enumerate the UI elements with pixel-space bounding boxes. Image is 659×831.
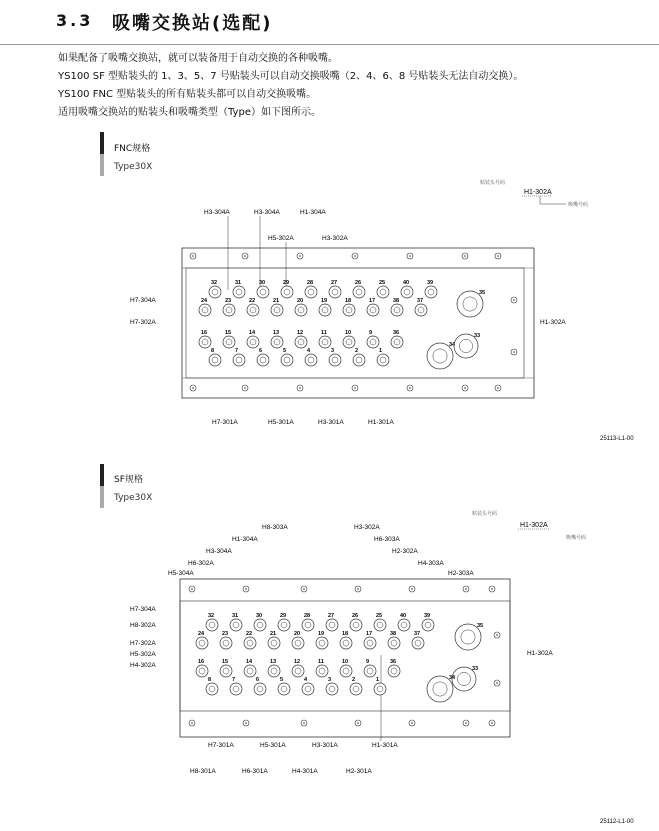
- fnc-label: H3-301A: [318, 419, 344, 426]
- nozzle-number: 39: [424, 613, 431, 619]
- nozzle-number: 24: [198, 631, 205, 637]
- nozzle-number: 38: [390, 631, 397, 637]
- nozzle-number: 12: [297, 330, 304, 336]
- nozzle-slot: [295, 336, 307, 348]
- sf-bottom-label: H6-301A: [242, 768, 268, 775]
- nozzle-number: 4: [304, 677, 308, 683]
- nozzle-slot: [278, 619, 290, 631]
- nozzle-number: 37: [414, 631, 421, 637]
- fnc-label: H3-302A: [322, 235, 348, 242]
- fnc-label: H7-302A: [130, 319, 156, 326]
- nozzle-number: 3: [328, 677, 332, 683]
- nozzle-slot: [196, 637, 208, 649]
- nozzle-number: 30: [256, 613, 263, 619]
- nozzle-slot: [353, 286, 365, 298]
- nozzle-number: 39: [427, 280, 434, 286]
- nozzle-number: 40: [403, 280, 410, 286]
- nozzle-slot: [295, 304, 307, 316]
- sf-top-label: H8-303A: [262, 524, 288, 531]
- nozzle-slot: [233, 286, 245, 298]
- nozzle-slot: [230, 683, 242, 695]
- sf-bottom-label: H3-301A: [312, 742, 338, 749]
- nozzle-slot: [350, 683, 362, 695]
- nozzle-number: 26: [352, 613, 359, 619]
- nozzle-number: 28: [307, 280, 314, 286]
- fnc-label: H5-301A: [268, 419, 294, 426]
- nozzle-slot: [340, 665, 352, 677]
- nozzle-slot: [316, 665, 328, 677]
- fnc-label: H7-301A: [212, 419, 238, 426]
- nozzle-number: 5: [280, 677, 284, 683]
- section-number: 3.3: [56, 11, 94, 30]
- sf-top-label: H2-303A: [448, 570, 474, 577]
- nozzle-number: 7: [232, 677, 236, 683]
- nozzle-number: 10: [342, 659, 349, 665]
- nozzle-number: 1: [379, 348, 383, 354]
- nozzle-slot: [343, 304, 355, 316]
- nozzle-slot: [257, 286, 269, 298]
- sf-top-label: H2-302A: [392, 548, 418, 555]
- nozzle-number: 9: [366, 659, 370, 665]
- fnc-label: H3-304A: [204, 209, 230, 216]
- nozzle-number: 20: [297, 298, 304, 304]
- nozzle-slot: [319, 304, 331, 316]
- fnc-legend-head: 贴装头号码: [480, 180, 506, 186]
- sf-bottom-label: H8-301A: [190, 768, 216, 775]
- nozzle-slot: [254, 683, 266, 695]
- nozzle-number: 38: [393, 298, 400, 304]
- nozzle-number: 7: [235, 348, 239, 354]
- nozzle-slot: [223, 336, 235, 348]
- nozzle-number: 31: [232, 613, 239, 619]
- nozzle-number: 11: [318, 659, 324, 665]
- intro-line: 如果配备了吸嘴交换站，就可以装备用于自动交换的各种吸嘴。: [58, 53, 338, 64]
- sf-top-label: H4-303A: [418, 560, 444, 567]
- nozzle-slot: [233, 354, 245, 366]
- nozzle-number: 23: [222, 631, 229, 637]
- nozzle-number: 18: [342, 631, 349, 637]
- nozzle-number: 19: [321, 298, 328, 304]
- nozzle-number: 8: [211, 348, 215, 354]
- fnc-legend-nozzle: 吸嘴号码: [568, 202, 589, 208]
- nozzle-slot: [271, 304, 283, 316]
- nozzle-slot: [329, 286, 341, 298]
- nozzle-slot: [364, 637, 376, 649]
- nozzle-slot: [305, 354, 317, 366]
- intro-line: YS100 FNC 型贴装头的所有贴装头都可以自动交换吸嘴。: [58, 89, 317, 100]
- nozzle-number: 16: [201, 330, 208, 336]
- nozzle-slot: [329, 354, 341, 366]
- nozzle-number: 2: [355, 348, 359, 354]
- intro-line: 适用吸嘴交换站的贴装头和吸嘴类型（Type）如下图所示。: [58, 107, 321, 118]
- nozzle-slot: [199, 336, 211, 348]
- fnc-label: H1-301A: [368, 419, 394, 426]
- nozzle-number: 9: [369, 330, 373, 336]
- nozzle-number: 35: [479, 290, 486, 296]
- sf-bottom-label: H4-301A: [292, 768, 318, 775]
- nozzle-slot: [223, 304, 235, 316]
- nozzle-slot: [422, 619, 434, 631]
- nozzle-number: 3: [331, 348, 335, 354]
- nozzle-number: 21: [273, 298, 280, 304]
- sf-title: SF规格: [114, 475, 143, 485]
- nozzle-slot: [374, 619, 386, 631]
- sf-left-label: H7-302A: [130, 640, 156, 647]
- nozzle-number: 2: [352, 677, 356, 683]
- sf-code: 25112-L1-00: [600, 819, 634, 825]
- sf-bottom-label: H2-301A: [346, 768, 372, 775]
- nozzle-slot: [220, 637, 232, 649]
- sf-diagram: [0, 505, 659, 831]
- nozzle-slot: [271, 336, 283, 348]
- sf-top-label: H5-304A: [168, 570, 194, 577]
- nozzle-slot: [257, 354, 269, 366]
- nozzle-number: 15: [222, 659, 229, 665]
- fnc-label: H3-304A: [254, 209, 280, 216]
- nozzle-number: 17: [366, 631, 373, 637]
- sf-top-label: H3-304A: [206, 548, 232, 555]
- nozzle-slot: [220, 665, 232, 677]
- nozzle-slot: [343, 336, 355, 348]
- nozzle-slot: [209, 354, 221, 366]
- nozzle-slot: [206, 619, 218, 631]
- nozzle-number: 33: [472, 666, 479, 672]
- sf-left-label: H8-302A: [130, 622, 156, 629]
- sf-left-label: H7-304A: [130, 606, 156, 613]
- nozzle-number: 37: [417, 298, 424, 304]
- nozzle-slot: [374, 683, 386, 695]
- nozzle-number: 21: [270, 631, 277, 637]
- nozzle-slot: [206, 683, 218, 695]
- sf-type: Type30X: [114, 493, 153, 503]
- nozzle-slot: [305, 286, 317, 298]
- nozzle-slot: [353, 354, 365, 366]
- nozzle-number: 30: [259, 280, 266, 286]
- nozzle-number: 8: [208, 677, 212, 683]
- nozzle-slot: [367, 336, 379, 348]
- sf-left-label: H4-302A: [130, 662, 156, 669]
- nozzle-number: 27: [331, 280, 338, 286]
- nozzle-slot: [281, 286, 293, 298]
- nozzle-number: 10: [345, 330, 352, 336]
- nozzle-number: 29: [283, 280, 290, 286]
- fnc-diagram: [0, 170, 659, 450]
- sf-marker: [100, 464, 104, 486]
- nozzle-slot: [398, 619, 410, 631]
- nozzle-slot: [391, 336, 403, 348]
- nozzle-slot: [340, 637, 352, 649]
- nozzle-slot: [244, 637, 256, 649]
- nozzle-number: 36: [390, 659, 397, 665]
- nozzle-slot: [326, 683, 338, 695]
- nozzle-slot: [268, 665, 280, 677]
- nozzle-number: 13: [270, 659, 277, 665]
- sf-top-label: H6-303A: [374, 536, 400, 543]
- nozzle-number: 28: [304, 613, 311, 619]
- nozzle-number: 15: [225, 330, 232, 336]
- nozzle-number: 14: [246, 659, 253, 665]
- nozzle-slot: [247, 304, 259, 316]
- nozzle-slot: [350, 619, 362, 631]
- nozzle-slot: [244, 665, 256, 677]
- nozzle-slot: [292, 665, 304, 677]
- nozzle-number: 25: [379, 280, 386, 286]
- fnc-code: 25113-L1-00: [600, 436, 634, 442]
- nozzle-number: 20: [294, 631, 301, 637]
- sf-top-label: H3-302A: [354, 524, 380, 531]
- fnc-label: H7-304A: [130, 297, 156, 304]
- nozzle-number: 34: [449, 342, 456, 348]
- nozzle-slot: [401, 286, 413, 298]
- nozzle-slot: [209, 286, 221, 298]
- nozzle-slot: [199, 304, 211, 316]
- nozzle-number: 19: [318, 631, 325, 637]
- nozzle-number: 22: [249, 298, 256, 304]
- nozzle-number: 6: [259, 348, 263, 354]
- nozzle-number: 4: [307, 348, 311, 354]
- nozzle-number: 25: [376, 613, 383, 619]
- fnc-label: H1-304A: [300, 209, 326, 216]
- nozzle-number: 17: [369, 298, 376, 304]
- nozzle-slot: [391, 304, 403, 316]
- nozzle-number: 33: [474, 333, 481, 339]
- nozzle-slot: [247, 336, 259, 348]
- fnc-title: FNC规格: [114, 144, 151, 154]
- nozzle-number: 24: [201, 298, 208, 304]
- nozzle-slot: [302, 683, 314, 695]
- sf-right-label: H1-302A: [527, 650, 553, 657]
- nozzle-slot: [377, 354, 389, 366]
- section-header: [0, 0, 659, 45]
- sf-bottom-label: H1-301A: [372, 742, 398, 749]
- nozzle-slot: [364, 665, 376, 677]
- intro-line: YS100 SF 型贴装头的 1、3、5、7 号贴装头可以自动交换吸嘴（2、4、6、8 号贴装头无法自动交换）。: [58, 71, 524, 82]
- nozzle-slot: [388, 665, 400, 677]
- nozzle-slot: [388, 637, 400, 649]
- fnc-marker: [100, 132, 104, 154]
- nozzle-number: 35: [477, 623, 484, 629]
- nozzle-number: 18: [345, 298, 352, 304]
- fnc-legend-code: H1-302A: [524, 189, 552, 196]
- sf-top-label: H1-304A: [232, 536, 258, 543]
- nozzle-slot: [302, 619, 314, 631]
- nozzle-number: 32: [208, 613, 215, 619]
- nozzle-number: 13: [273, 330, 280, 336]
- nozzle-number: 6: [256, 677, 260, 683]
- nozzle-number: 22: [246, 631, 253, 637]
- sf-top-label: H6-302A: [188, 560, 214, 567]
- nozzle-slot: [316, 637, 328, 649]
- nozzle-number: 40: [400, 613, 407, 619]
- sf-bottom-label: H7-301A: [208, 742, 234, 749]
- intro-text: [58, 50, 523, 122]
- nozzle-number: 36: [393, 330, 400, 336]
- nozzle-number: 32: [211, 280, 218, 286]
- nozzle-number: 26: [355, 280, 362, 286]
- section-title: 吸嘴交换站(选配): [112, 13, 273, 34]
- nozzle-slot: [367, 304, 379, 316]
- nozzle-number: 31: [235, 280, 242, 286]
- sf-legend-nozzle: 吸嘴号码: [566, 535, 587, 541]
- nozzle-slot: [281, 354, 293, 366]
- nozzle-number: 27: [328, 613, 335, 619]
- nozzle-slot: [230, 619, 242, 631]
- nozzle-number: 23: [225, 298, 232, 304]
- fnc-type: Type30X: [114, 162, 153, 172]
- nozzle-slot: [292, 637, 304, 649]
- fnc-label: H5-302A: [268, 235, 294, 242]
- nozzle-slot: [254, 619, 266, 631]
- nozzle-slot: [412, 637, 424, 649]
- nozzle-number: 29: [280, 613, 287, 619]
- nozzle-number: 34: [449, 675, 456, 681]
- nozzle-slot: [415, 304, 427, 316]
- sf-legend-head: 贴装头号码: [472, 511, 498, 517]
- nozzle-slot: [326, 619, 338, 631]
- nozzle-slot: [278, 683, 290, 695]
- nozzle-slot: [196, 665, 208, 677]
- sf-legend-code: H1-302A: [520, 522, 548, 529]
- nozzle-number: 1: [376, 677, 380, 683]
- sf-left-label: H5-302A: [130, 651, 156, 658]
- nozzle-slot: [377, 286, 389, 298]
- nozzle-number: 16: [198, 659, 205, 665]
- nozzle-slot: [268, 637, 280, 649]
- fnc-label: H1-302A: [540, 319, 566, 326]
- nozzle-slot: [319, 336, 331, 348]
- sf-bottom-label: H5-301A: [260, 742, 286, 749]
- nozzle-number: 12: [294, 659, 301, 665]
- nozzle-slot: [425, 286, 437, 298]
- nozzle-number: 5: [283, 348, 287, 354]
- nozzle-number: 14: [249, 330, 256, 336]
- nozzle-number: 11: [321, 330, 327, 336]
